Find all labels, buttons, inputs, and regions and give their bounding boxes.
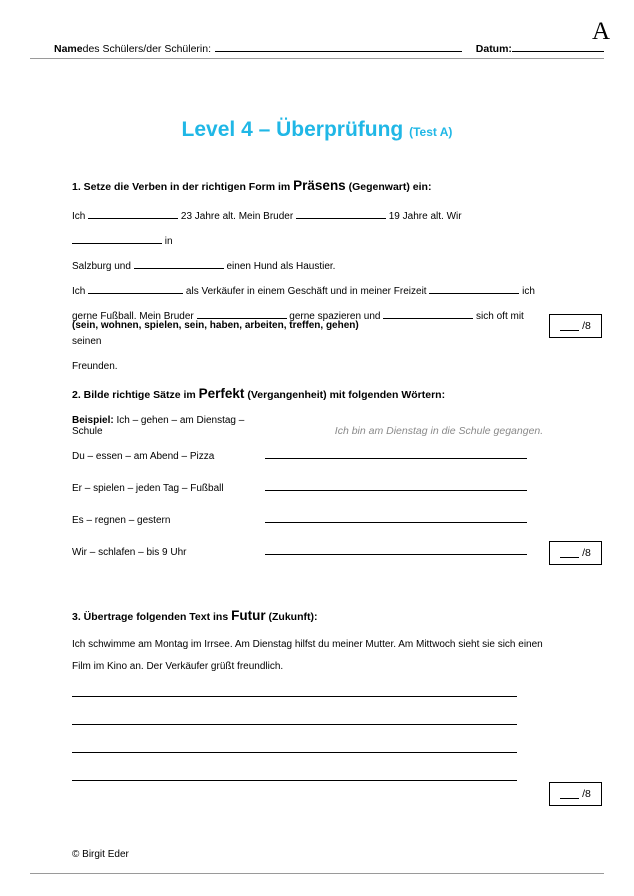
exercise-1-line-3 xyxy=(72,279,552,304)
exercise-2-heading-pre: 2. Bilde richtige Sätze im xyxy=(72,389,199,401)
exercise-3-score-total: /8 xyxy=(582,788,591,800)
exercise-1-heading-highlight: Präsens xyxy=(293,178,346,193)
exercise-3-heading-highlight: Futur xyxy=(231,608,266,623)
ex1-blank-8[interactable] xyxy=(383,308,473,319)
footer-divider xyxy=(30,873,604,874)
ex1-l1-d: in xyxy=(164,236,173,247)
name-label-bold: Name xyxy=(54,43,83,55)
exercise-2-score-total: /8 xyxy=(582,547,591,559)
exercise-1-score-total: /8 xyxy=(582,320,591,332)
exercise-1-line-1 xyxy=(72,204,552,254)
ex1-l3-a: Ich xyxy=(72,286,86,297)
exercise-1-score-blank[interactable] xyxy=(560,321,579,331)
date-label: Datum: xyxy=(475,43,512,55)
exercise-3-score-blank[interactable] xyxy=(560,789,579,799)
ex1-l3-b: als Verkäufer in einem Geschäft und in meiner Freizeit xyxy=(185,286,427,297)
exercise-3-score-box[interactable] xyxy=(549,782,602,806)
name-label-rest: des Schülers/der Schülerin: xyxy=(82,43,212,55)
exercise-1-heading-pre: 1. Setze die Verben in der richtigen Form im xyxy=(72,181,294,193)
exercise-1-line-5: Freunden. xyxy=(72,361,118,372)
exercise-3-answer-line-4[interactable] xyxy=(72,780,517,781)
exercise-3-heading xyxy=(72,608,318,623)
exercise-2-prompt-2: Er – spielen – jeden Tag – Fußball xyxy=(72,483,224,494)
name-input-line[interactable] xyxy=(215,40,462,52)
exercise-2-prompt-4: Wir – schlafen – bis 9 Uhr xyxy=(72,547,187,558)
ex1-l2-b: einen Hund als Haustier. xyxy=(226,261,336,272)
ex1-blank-5[interactable] xyxy=(88,283,183,294)
page-title-main: Level 4 – Überprüfung xyxy=(181,118,410,141)
date-input-line[interactable] xyxy=(512,40,604,52)
ex1-l2-a: Salzburg und xyxy=(72,261,131,272)
footer-copyright: © Birgit Eder xyxy=(72,849,129,860)
ex1-blank-3[interactable] xyxy=(72,233,162,244)
exercise-2-example-answer: Ich bin am Dienstag in die Schule gegangen. xyxy=(334,425,544,437)
ex1-blank-1[interactable] xyxy=(88,208,178,219)
ex1-l1-b: 23 Jahre alt. Mein Bruder xyxy=(180,211,294,222)
exercise-2-answer-line-1[interactable] xyxy=(265,447,527,459)
page-title xyxy=(0,118,634,142)
student-header xyxy=(54,40,604,55)
ex1-l4-a: gerne Fußball. Mein Bruder xyxy=(72,311,194,322)
page-title-suffix: (Test A) xyxy=(409,125,453,139)
ex1-l1-a: Ich xyxy=(72,211,86,222)
exercise-2-row-4 xyxy=(72,543,552,558)
exercise-3-answer-line-2[interactable] xyxy=(72,724,517,725)
exercise-2-example xyxy=(72,415,552,437)
exercise-1-heading xyxy=(72,178,431,193)
exercise-1-body xyxy=(72,204,552,379)
exercise-2-row-2 xyxy=(72,479,552,494)
exercise-2-heading-highlight: Perfekt xyxy=(198,386,245,401)
exercise-2-score-box[interactable] xyxy=(549,541,602,565)
exercise-1-heading-post: (Gegenwart) ein: xyxy=(345,181,432,193)
exercise-2-answer-line-2[interactable] xyxy=(265,479,527,491)
exercise-1-score-box[interactable] xyxy=(549,314,602,338)
exercise-2-answer-line-3[interactable] xyxy=(265,511,527,523)
exercise-2-example-prompt xyxy=(72,415,262,437)
ex1-blank-6[interactable] xyxy=(429,283,519,294)
ex1-blank-7[interactable] xyxy=(197,308,287,319)
exercise-2-score-blank[interactable] xyxy=(560,548,579,558)
exercise-3-answer-line-3[interactable] xyxy=(72,752,517,753)
exercise-2-heading-post: (Vergangenheit) mit folgenden Wörtern: xyxy=(244,389,446,401)
ex1-l3-c: ich xyxy=(522,286,535,297)
exercise-2-prompt-1: Du – essen – am Abend – Pizza xyxy=(72,451,215,462)
test-version-letter: A xyxy=(591,18,610,45)
ex1-blank-2[interactable] xyxy=(296,208,386,219)
header-divider xyxy=(30,58,604,59)
ex1-l4-b: gerne spazieren und xyxy=(289,311,381,322)
ex1-l4-c: sich oft mit seinen xyxy=(72,311,524,347)
ex1-l1-c: 19 Jahre alt. Wir xyxy=(388,211,462,222)
exercise-2-row-3 xyxy=(72,511,552,526)
exercise-3-answer-line-1[interactable] xyxy=(72,696,517,697)
ex1-blank-4[interactable] xyxy=(134,258,224,269)
exercise-3-heading-post: (Zukunft): xyxy=(265,611,318,623)
exercise-3-heading-pre: 3. Übertrage folgenden Text ins xyxy=(72,611,232,623)
exercise-1-line-2 xyxy=(72,254,552,279)
exercise-2-answer-line-4[interactable] xyxy=(265,543,527,555)
exercise-2-prompt-3: Es – regnen – gestern xyxy=(72,515,171,526)
exercise-2-heading xyxy=(72,386,445,401)
exercise-1-wordbank: (sein, wohnen, spielen, sein, haben, arbeiten, treffen, gehen) xyxy=(72,320,359,331)
exercise-2-row-1 xyxy=(72,447,552,462)
exercise-2-example-label: Beispiel: xyxy=(72,415,114,426)
exercise-3-paragraph: Ich schwimme am Montag im Irrsee. Am Dienstag hilfst du meiner Mutter. Am Mittwoch sieht sie sich einen Film im Kino an. Der Verkäufer grüßt freundlich. xyxy=(72,639,543,672)
exercise-2-example-words: Ich – gehen – am Dienstag – Schule xyxy=(72,415,245,437)
